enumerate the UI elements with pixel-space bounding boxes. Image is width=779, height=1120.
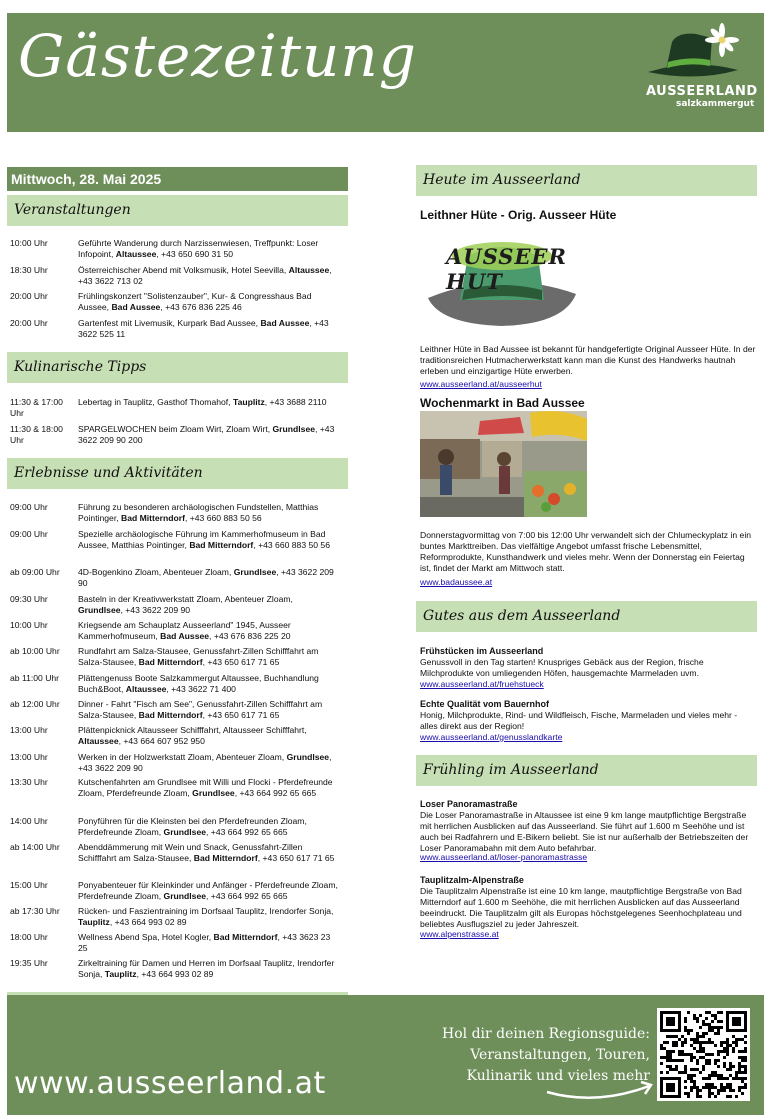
event-time: 11:30 & 17:00 Uhr bbox=[10, 397, 63, 418]
event-phone: , +43 676 836 225 20 bbox=[209, 631, 291, 641]
event-description bbox=[78, 424, 340, 446]
bauernhof-text: Honig, Milchprodukte, Rind- und Wildfleisch, Fische, Marmeladen und vieles mehr - alles direkt aus der Region! bbox=[420, 710, 738, 731]
event-place: Grundlsee bbox=[286, 752, 330, 762]
event-time: 11:30 & 18:00 Uhr bbox=[10, 424, 63, 445]
event-text: Plättenpicknick Altausseer Schifffahrt, Altausseer Schifffahrt, bbox=[78, 725, 307, 735]
event-text: Lebertag in Tauplitz, Gasthof Thomahof, bbox=[78, 397, 233, 407]
qr-code[interactable] bbox=[657, 1008, 750, 1101]
event-phone: , +43 3622 209 90 bbox=[120, 605, 191, 615]
event-time: ab 11:00 Uhr bbox=[10, 673, 60, 683]
fruehstueck-text: Genussvoll in den Tag starten! Knuspriges Gebäck aus der Region, frische Milchprodukte von umliegenden Höfen, hausgemachte Marmeladen uvm. bbox=[420, 657, 704, 678]
event-place: Bad Mitterndorf bbox=[138, 710, 203, 720]
event-description bbox=[78, 238, 340, 260]
event-description bbox=[78, 594, 340, 616]
event-phone: , +43 3623 23 25 bbox=[78, 932, 331, 953]
event-phone: , +43 660 883 50 56 bbox=[184, 513, 262, 523]
loser-title: Loser Panoramastraße bbox=[420, 799, 518, 809]
event-phone: , +43 3622 209 90 bbox=[78, 567, 334, 588]
event-place: Grundlsee bbox=[163, 891, 207, 901]
market-photo bbox=[420, 411, 587, 517]
event-time: 13:00 Uhr bbox=[10, 725, 48, 735]
event-phone: , +43 650 617 71 65 bbox=[257, 853, 335, 863]
event-text: Rücken- und Faszientraining im Dorfsaal Tauplitz, Irendorfer Sonja, bbox=[78, 906, 334, 916]
event-time: 10:00 Uhr bbox=[10, 620, 48, 630]
event-description bbox=[78, 529, 340, 551]
hut-text: Leithner Hüte in Bad Aussee ist bekannt für handgefertigte Original Ausseer Hüte. In der traditionsreichen Hutmacherwerkstatt kann man die Kunst des Handwerks hautnah erleben und einzigartige Hüte erwerben. bbox=[420, 344, 756, 376]
section-heading-heute: Heute im Ausseerland bbox=[416, 165, 757, 196]
event-place: Bad Mitterndorf bbox=[121, 513, 185, 523]
logo-subline: salzkammergut bbox=[676, 99, 755, 109]
event-description bbox=[78, 291, 340, 313]
event-description bbox=[78, 816, 340, 838]
guide-line-1: Hol dir deinen Regionsguide: bbox=[442, 1026, 650, 1042]
event-description bbox=[78, 397, 340, 408]
tauplitz-title: Tauplitzalm-Alpenstraße bbox=[420, 875, 524, 885]
markt-link[interactable]: www.badaussee.at bbox=[420, 577, 493, 587]
event-description bbox=[78, 646, 340, 668]
event-description bbox=[78, 958, 340, 980]
event-time: ab 09:00 Uhr bbox=[10, 567, 60, 577]
qr-code-icon bbox=[657, 1008, 750, 1101]
event-phone: , +43 3622 71 400 bbox=[166, 684, 236, 694]
event-time: 20:00 Uhr bbox=[10, 318, 48, 328]
guide-line-2: Veranstaltungen, Touren, bbox=[470, 1047, 650, 1063]
market-stall-icon bbox=[420, 411, 587, 517]
event-phone: , +43 664 992 65 665 bbox=[234, 788, 317, 798]
tauplitz-text: Die Tauplitzalm Alpenstraße ist eine 10 km lange, mautpflichtige Bergstraße von Bad Mitterndorf auf 1.600 m Seehöhe, die mit herrlichen Ausblicken auf das Ausseerland beeindruckt. Die Tauplitzalm gilt als Europas höchstgelegenes Seenhochplateau und beliebtes Ausflugsziel zu jeder Jahreszeit. bbox=[420, 886, 742, 929]
event-text: SPARGELWOCHEN beim Zloam Wirt, Zloam Wirt, bbox=[78, 424, 273, 434]
event-description bbox=[78, 932, 340, 954]
event-place: Altaussee bbox=[125, 684, 167, 694]
section-heading-erlebnisse: Erlebnisse und Aktivitäten bbox=[7, 458, 348, 489]
markt-text: Donnerstagvormittag von 7:00 bis 12:00 Uhr verwandelt sich der Chlumeckyplatz in ein buntes Markttreiben. Das vielfältige Angebot umfasst frische Lebensmittel, Reformprodukte, Kunsthandwerk und vieles mehr. Wenn der Donnerstag ein Feiertag ist, findet der Markt am Mittwoch statt. bbox=[420, 530, 752, 573]
event-phone: , +43 664 993 02 89 bbox=[109, 917, 187, 927]
event-time: 18:00 Uhr bbox=[10, 932, 48, 942]
event-phone: , +43 3622 209 90 bbox=[78, 752, 332, 773]
event-time: 13:30 Uhr bbox=[10, 777, 48, 787]
event-phone: , +43 3688 2110 bbox=[264, 397, 327, 407]
event-text: Wellness Abend Spa, Hotel Kogler, bbox=[78, 932, 214, 942]
event-text: Plättengenuss Boote Salzkammergut Altaussee, Buchhandlung Buch&Boot, bbox=[78, 673, 319, 694]
event-text: Kriegsende am Schauplatz Ausseerland" 1945, Ausseer Kammerhofmuseum, bbox=[78, 620, 291, 641]
event-text: Geführte Wanderung durch Narzissenwiesen, Treffpunkt: Loser Infopoint, bbox=[78, 238, 319, 259]
event-place: Altaussee bbox=[78, 736, 119, 746]
hut-image-lettering: AUSSEER HUT bbox=[446, 244, 567, 294]
event-text: Gartenfest mit Livemusik, Kurpark Bad Aussee, bbox=[78, 318, 261, 328]
hat-edelweiss-icon bbox=[638, 22, 748, 84]
event-place: Grundlsee bbox=[233, 567, 277, 577]
event-time: 18:30 Uhr bbox=[10, 265, 48, 275]
event-time: 09:30 Uhr bbox=[10, 594, 48, 604]
event-text: Dinner - Fahrt "Fisch am See", Genussfahrt-Zillen Schifffahrt am Salza-Stausee, bbox=[78, 699, 323, 720]
guide-line-3: Kulinarik und vieles mehr bbox=[466, 1068, 650, 1084]
event-text: Spezielle archäologische Führung im Kammerhofmuseum in Bad Aussee, Matthias Pointinger, bbox=[78, 529, 326, 550]
event-time: 15:00 Uhr bbox=[10, 880, 48, 890]
event-description bbox=[78, 777, 340, 799]
hut-title: Leithner Hüte - Orig. Ausseer Hüte bbox=[420, 208, 617, 222]
tauplitz-link[interactable]: www.alpenstrasse.at bbox=[420, 929, 499, 939]
event-phone: , +43 664 992 65 665 bbox=[206, 827, 288, 837]
section-heading-gutes: Gutes aus dem Ausseerland bbox=[416, 601, 757, 632]
footer-url[interactable]: www.ausseerland.at bbox=[14, 1066, 326, 1101]
event-place: Tauplitz bbox=[78, 917, 110, 927]
page-title: Gästezeitung bbox=[18, 22, 417, 90]
event-text: Basteln in der Kreativwerkstatt Zloam, Abenteuer Zloam, bbox=[78, 594, 293, 604]
fruehstueck-link[interactable]: www.ausseerland.at/fruehstueck bbox=[420, 679, 544, 689]
event-text: Führung zu besonderen archäologischen Fundstellen, Matthias Pointinger, bbox=[78, 502, 319, 523]
event-phone: , +43 650 690 31 50 bbox=[156, 249, 234, 259]
event-text: Kutschenfahrten am Grundlsee mit Willi und Flocki - Pferdefreunde Zloam, Pferdefreunde Zloam, bbox=[78, 777, 333, 798]
event-text: Abenddämmerung mit Wein und Snack, Genussfahrt-Zillen Schifffahrt am Salza-Stausee, bbox=[78, 842, 303, 863]
event-description bbox=[78, 880, 340, 902]
event-place: Tauplitz bbox=[232, 397, 265, 407]
event-place: Tauplitz bbox=[104, 969, 137, 979]
fruehstueck-title: Frühstücken im Ausseerland bbox=[420, 646, 544, 656]
event-phone: , +43 664 993 02 89 bbox=[136, 969, 214, 979]
event-text: Ponyabenteuer für Kleinkinder und Anfänger - Pferdefreunde Zloam, Pferdefreunde Zloam, bbox=[78, 880, 338, 901]
event-description bbox=[78, 673, 340, 695]
event-time: 10:00 Uhr bbox=[10, 238, 48, 248]
event-phone: , +43 660 883 50 56 bbox=[253, 540, 330, 550]
event-phone: , +43 650 617 71 65 bbox=[202, 710, 280, 720]
loser-text: Die Loser Panoramastraße in Altaussee ist eine 9 km lange mautpflichtige Bergstraße mit herrlichen Ausblicken auf das Ausseerland. Sie führt auf 1.600 m Seehöhe und ist auch bei Radfahrern und E-Bikern beliebt. Sie ist nur außerhalb der Betriebszeiten der Loser Panoramabahn mit dem Auto befahrbar. bbox=[420, 810, 749, 853]
event-description bbox=[78, 265, 340, 287]
event-place: Grundlsee bbox=[163, 827, 207, 837]
loser-link[interactable]: www.ausseerland.at/loser-panoramastrasse bbox=[420, 852, 588, 862]
event-phone: , +43 3622 713 02 bbox=[78, 265, 332, 286]
event-place: Bad Aussee bbox=[111, 302, 161, 312]
event-description bbox=[78, 699, 340, 721]
event-time: 14:00 Uhr bbox=[10, 816, 48, 826]
section-heading-kulinarisch: Kulinarische Tipps bbox=[7, 352, 348, 383]
event-place: Bad Aussee bbox=[160, 631, 210, 641]
event-time: 20:00 Uhr bbox=[10, 291, 48, 301]
markt-title: Wochenmarkt in Bad Aussee bbox=[420, 396, 585, 410]
event-phone: , +43 3622 209 90 200 bbox=[78, 424, 335, 445]
event-phone: , +43 3622 525 11 bbox=[78, 318, 329, 339]
event-text: 4D-Bogenkino Zloam, Abenteuer Zloam, bbox=[78, 567, 234, 577]
event-text: Frühlingskonzert "Solistenzauber", Kur- & Congresshaus Bad Aussee, bbox=[78, 291, 312, 312]
event-place: Bad Mitterndorf bbox=[189, 540, 254, 550]
event-text: Österreichischer Abend mit Volksmusik, Hotel Seevilla, bbox=[78, 265, 289, 275]
event-text: Werken in der Holzwerkstatt Zloam, Abenteuer Zloam, bbox=[78, 752, 287, 762]
event-time: 09:00 Uhr bbox=[10, 502, 48, 512]
event-phone: , +43 664 992 65 665 bbox=[206, 891, 288, 901]
event-place: Bad Aussee bbox=[260, 318, 310, 328]
event-time: ab 12:00 Uhr bbox=[10, 699, 60, 709]
event-text: Rundfahrt am Salza-Stausee, Genussfahrt-Zillen Schifffahrt am Salza-Stausee, bbox=[78, 646, 319, 667]
event-place: Altaussee bbox=[115, 249, 157, 259]
event-phone: , +43 664 607 952 950 bbox=[118, 736, 205, 746]
hut-image bbox=[424, 228, 580, 332]
event-place: Bad Mitterndorf bbox=[138, 657, 203, 667]
date-bar: Mittwoch, 28. Mai 2025 bbox=[7, 167, 348, 191]
event-description bbox=[78, 318, 340, 340]
event-time: 19:35 Uhr bbox=[10, 958, 48, 968]
ausseerland-logo[interactable] bbox=[638, 22, 758, 112]
event-time: 13:00 Uhr bbox=[10, 752, 48, 762]
event-description bbox=[78, 620, 340, 642]
event-place: Bad Mitterndorf bbox=[193, 853, 258, 863]
logo-wordmark: AUSSEERLAND bbox=[646, 84, 758, 99]
event-place: Bad Mitterndorf bbox=[213, 932, 278, 942]
event-time: 09:00 Uhr bbox=[10, 529, 48, 539]
event-description bbox=[78, 725, 340, 747]
event-text: Zirkeltraining für Damen und Herren im Dorfsaal Tauplitz, Irendorfer Sonja, bbox=[78, 958, 335, 979]
event-place: Grundlsee bbox=[192, 788, 235, 798]
event-time: ab 17:30 Uhr bbox=[10, 906, 60, 916]
event-place: Grundlsee bbox=[78, 605, 121, 615]
section-heading-fruehling: Frühling im Ausseerland bbox=[416, 755, 757, 786]
event-time: ab 10:00 Uhr bbox=[10, 646, 60, 656]
event-description bbox=[78, 842, 340, 864]
event-description bbox=[78, 906, 340, 928]
event-phone: , +43 676 836 225 46 bbox=[160, 302, 242, 312]
event-place: Grundlsee bbox=[272, 424, 316, 434]
curved-arrow-icon bbox=[545, 1076, 657, 1104]
bauernhof-link[interactable]: www.ausseerland.at/genusslandkarte bbox=[420, 732, 563, 742]
hut-link[interactable]: www.ausseerland.at/ausseerhut bbox=[420, 379, 542, 389]
event-text: Ponyführen für die Kleinsten bei den Pferdefreunden Zloam, Pferdefreunde Zloam, bbox=[78, 816, 307, 837]
event-description bbox=[78, 567, 340, 589]
event-description bbox=[78, 502, 340, 524]
event-place: Altaussee bbox=[288, 265, 330, 275]
event-description bbox=[78, 752, 340, 774]
event-phone: , +43 650 617 71 65 bbox=[202, 657, 280, 667]
bauernhof-title: Echte Qualität vom Bauernhof bbox=[420, 699, 550, 709]
section-heading-veranstaltungen: Veranstaltungen bbox=[7, 195, 348, 226]
event-time: ab 14:00 Uhr bbox=[10, 842, 60, 852]
